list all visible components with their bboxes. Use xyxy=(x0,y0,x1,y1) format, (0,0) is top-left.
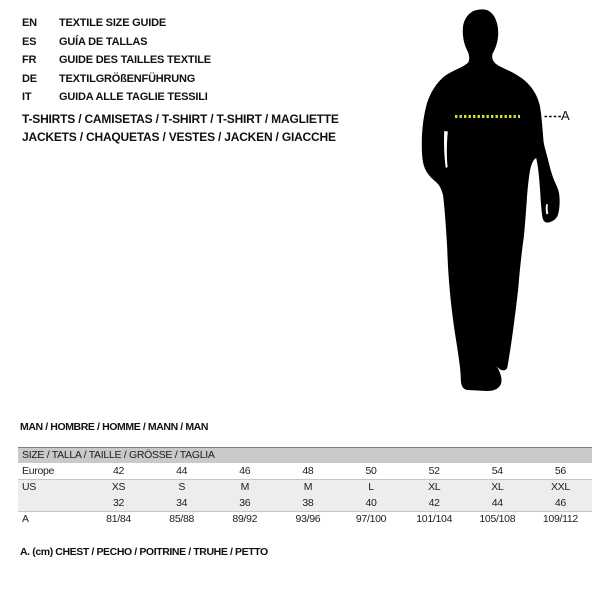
language-label: GUIDE DES TAILLES TEXTILE xyxy=(59,54,211,67)
language-list xyxy=(22,14,211,107)
language-row xyxy=(22,14,211,33)
size-cell: 81/84 xyxy=(106,513,131,526)
size-cell: 56 xyxy=(554,464,566,477)
size-cell: 54 xyxy=(491,464,503,477)
size-cell: M xyxy=(240,481,250,494)
size-row-us-numeric xyxy=(18,495,592,511)
size-cell: S xyxy=(178,481,186,494)
language-row xyxy=(22,33,211,52)
measurement-footnote: A. (cm) CHEST / PECHO / POITRINE / TRUHE / PETTO xyxy=(20,546,268,558)
size-table-header: SIZE / TALLA / TAILLE / GRÖSSE / TAGLIA xyxy=(18,448,592,463)
size-cell: XXL xyxy=(550,481,570,494)
language-row xyxy=(22,51,211,70)
size-cell: 40 xyxy=(365,496,377,509)
size-cell: 46 xyxy=(554,496,566,509)
size-cell: 105/108 xyxy=(479,513,516,526)
row-label: US xyxy=(22,481,36,494)
size-cell: 48 xyxy=(302,464,314,477)
size-cell: 52 xyxy=(428,464,440,477)
language-row xyxy=(22,70,211,89)
category-line-tshirts: T-SHIRTS / CAMISETAS / T-SHIRT / T-SHIRT / MAGLIETTE xyxy=(22,112,339,126)
size-cell: 44 xyxy=(491,496,503,509)
size-row-chest-cm xyxy=(18,511,592,528)
category-line-jackets: JACKETS / CHAQUETAS / VESTES / JACKEN / GIACCHE xyxy=(22,130,336,144)
language-label: GUIDA ALLE TAGLIE TESSILI xyxy=(59,91,208,104)
size-cell: 34 xyxy=(176,496,188,509)
size-cell: XS xyxy=(111,481,126,494)
size-cell: 89/92 xyxy=(232,513,258,526)
size-cell: 101/104 xyxy=(416,513,453,526)
section-title: MAN / HOMBRE / HOMME / MANN / MAN xyxy=(20,421,209,433)
size-cell: 85/88 xyxy=(169,513,195,526)
language-label: TEXTILE SIZE GUIDE xyxy=(59,17,167,30)
measurement-label-a: A xyxy=(561,108,570,123)
size-cell: 109/112 xyxy=(542,513,578,526)
size-row-europe xyxy=(18,463,592,479)
size-cell: 38 xyxy=(302,496,314,509)
size-table xyxy=(18,447,592,527)
row-label: A xyxy=(22,513,29,526)
size-cell: 46 xyxy=(239,464,251,477)
size-cell: 44 xyxy=(176,464,188,477)
size-cell: 93/96 xyxy=(295,513,321,526)
size-cell: 50 xyxy=(365,464,377,477)
category-titles xyxy=(22,110,339,146)
size-cell: 42 xyxy=(113,464,125,477)
size-row-us xyxy=(18,479,592,496)
language-label: TEXTILGRÖßENFÜHRUNG xyxy=(59,72,196,85)
size-cell: 97/100 xyxy=(355,513,387,526)
language-label: GUÍA DE TALLAS xyxy=(59,35,148,48)
row-label: Europe xyxy=(22,464,55,477)
size-cell: XL xyxy=(428,481,441,494)
size-cell: 32 xyxy=(113,496,125,509)
man-silhouette xyxy=(422,9,560,391)
size-cell: 36 xyxy=(239,496,251,509)
size-cell: XL xyxy=(491,481,504,494)
language-row xyxy=(22,88,211,107)
language-code: EN xyxy=(22,17,37,30)
size-cell: 42 xyxy=(428,496,440,509)
language-code: FR xyxy=(22,54,37,67)
size-cell: M xyxy=(303,481,313,494)
language-code: ES xyxy=(22,35,37,48)
language-code: DE xyxy=(22,72,37,85)
size-cell: L xyxy=(368,481,374,494)
language-code: IT xyxy=(22,91,32,104)
man-silhouette-figure xyxy=(410,0,600,410)
